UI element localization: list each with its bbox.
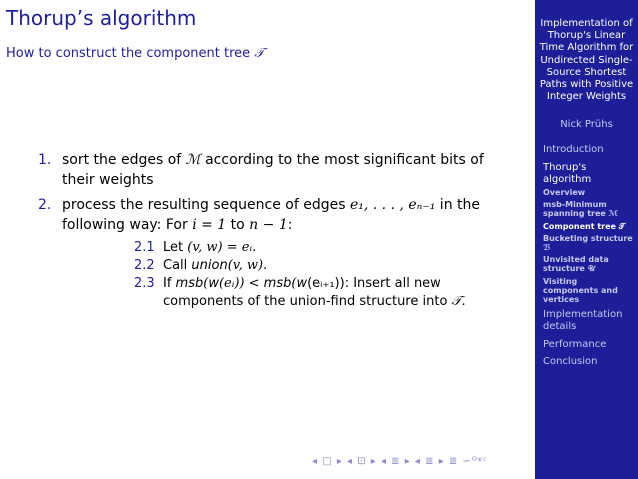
sidebar-item-implementation-details[interactable]: Implementation details bbox=[543, 309, 623, 333]
item-text: process the resulting sequence of edges bbox=[62, 197, 350, 213]
subitem-text: Let bbox=[163, 240, 188, 255]
sub-list-item bbox=[62, 275, 507, 311]
sidebar bbox=[535, 0, 638, 479]
sidebar-subitem-overview[interactable]: Overview bbox=[543, 188, 586, 198]
sidebar-subsection-list bbox=[543, 188, 634, 304]
math-expression: ( bbox=[291, 276, 297, 291]
beamer-navigation-symbols[interactable]: ◂ □ ▸ ◂ ⊡ ▸ ◂ ≣ ▸ ◂ ≣ ▸ ≣ ∽ᴼᵠᶜ bbox=[312, 456, 488, 467]
item-text: sort the edges of bbox=[62, 152, 186, 168]
mst-symbol: ℳ bbox=[185, 152, 201, 168]
math-expression: (v, w). bbox=[227, 258, 268, 273]
item-number: 1. bbox=[38, 152, 52, 168]
math-expression: (eᵢ)) < bbox=[218, 276, 264, 291]
subitem-number: 2.3 bbox=[134, 276, 155, 291]
sub-list bbox=[62, 239, 507, 311]
math-expression: (v, w) = eᵢ bbox=[187, 240, 253, 255]
list-item bbox=[0, 150, 535, 190]
component-tree-symbol: 𝒯 bbox=[254, 46, 265, 61]
component-tree-symbol: 𝒯 bbox=[451, 294, 462, 309]
sidebar-subitem-component-tree[interactable]: Component tree 𝒯 bbox=[543, 221, 625, 231]
frame-title: Thorup’s algorithm bbox=[6, 6, 197, 30]
frame-subtitle-text: How to construct the component tree bbox=[6, 46, 255, 61]
sidebar-item-thorups-algorithm[interactable]: Thorup's algorithm bbox=[543, 161, 592, 185]
sidebar-subitem-bucketing-structure[interactable]: Bucketing structure ℬ bbox=[543, 233, 633, 253]
sidebar-item-conclusion[interactable]: Conclusion bbox=[543, 355, 598, 367]
item-text: : bbox=[287, 217, 293, 233]
function-name: w bbox=[296, 276, 308, 291]
sidebar-subitem-unvisited-data-structure[interactable]: Unvisited data structure 𝒰 bbox=[543, 255, 609, 274]
sidebar-navigation bbox=[535, 144, 638, 368]
sidebar-subitem-msb-mst[interactable]: msb-Minimum spanning tree ℳ bbox=[543, 200, 619, 219]
enumerated-list bbox=[0, 150, 535, 311]
item-number: 2. bbox=[38, 197, 52, 213]
sub-list-item bbox=[62, 257, 507, 275]
item-text: according to the most significant bits of their weights bbox=[62, 152, 484, 188]
sidebar-talk-title: Implementation of Thorup's Linear Time Algorithm for Undirected Single-Source Shortest Paths with Positive Integer Weights bbox=[539, 18, 634, 103]
math-expression: i = 1 bbox=[192, 217, 227, 233]
function-name: msb bbox=[175, 276, 204, 291]
function-name: union bbox=[191, 258, 228, 273]
frame-subtitle bbox=[6, 46, 264, 61]
sub-list-item bbox=[62, 239, 507, 257]
subitem-text: If bbox=[163, 276, 176, 291]
sidebar-item-performance[interactable]: Performance bbox=[543, 338, 607, 350]
subitem-text: (eᵢ₊₁)): Insert all new components of the union-find structure into bbox=[163, 276, 452, 309]
subitem-number: 2.1 bbox=[134, 240, 155, 255]
subitem-text: Call bbox=[163, 258, 192, 273]
sidebar-subitem-visiting-components[interactable]: Visiting components and vertices bbox=[543, 276, 618, 305]
math-expression: e₁, . . . , eₙ₋₁ bbox=[349, 197, 436, 213]
sidebar-author: Nick Prühs bbox=[560, 119, 613, 131]
function-name: w bbox=[208, 276, 219, 291]
sidebar-item-introduction[interactable]: Introduction bbox=[543, 144, 604, 156]
list-item bbox=[0, 195, 535, 311]
subitem-number: 2.2 bbox=[134, 258, 155, 273]
math-expression: ( bbox=[203, 276, 209, 291]
item-text: to bbox=[226, 217, 250, 233]
subitem-text: . bbox=[461, 294, 466, 309]
math-expression: n − 1 bbox=[249, 217, 288, 233]
item-text: in the following way: For bbox=[62, 197, 480, 233]
sidebar-section-thorups-algorithm bbox=[543, 162, 634, 305]
function-name: msb bbox=[263, 276, 292, 291]
subitem-text: . bbox=[252, 240, 257, 255]
